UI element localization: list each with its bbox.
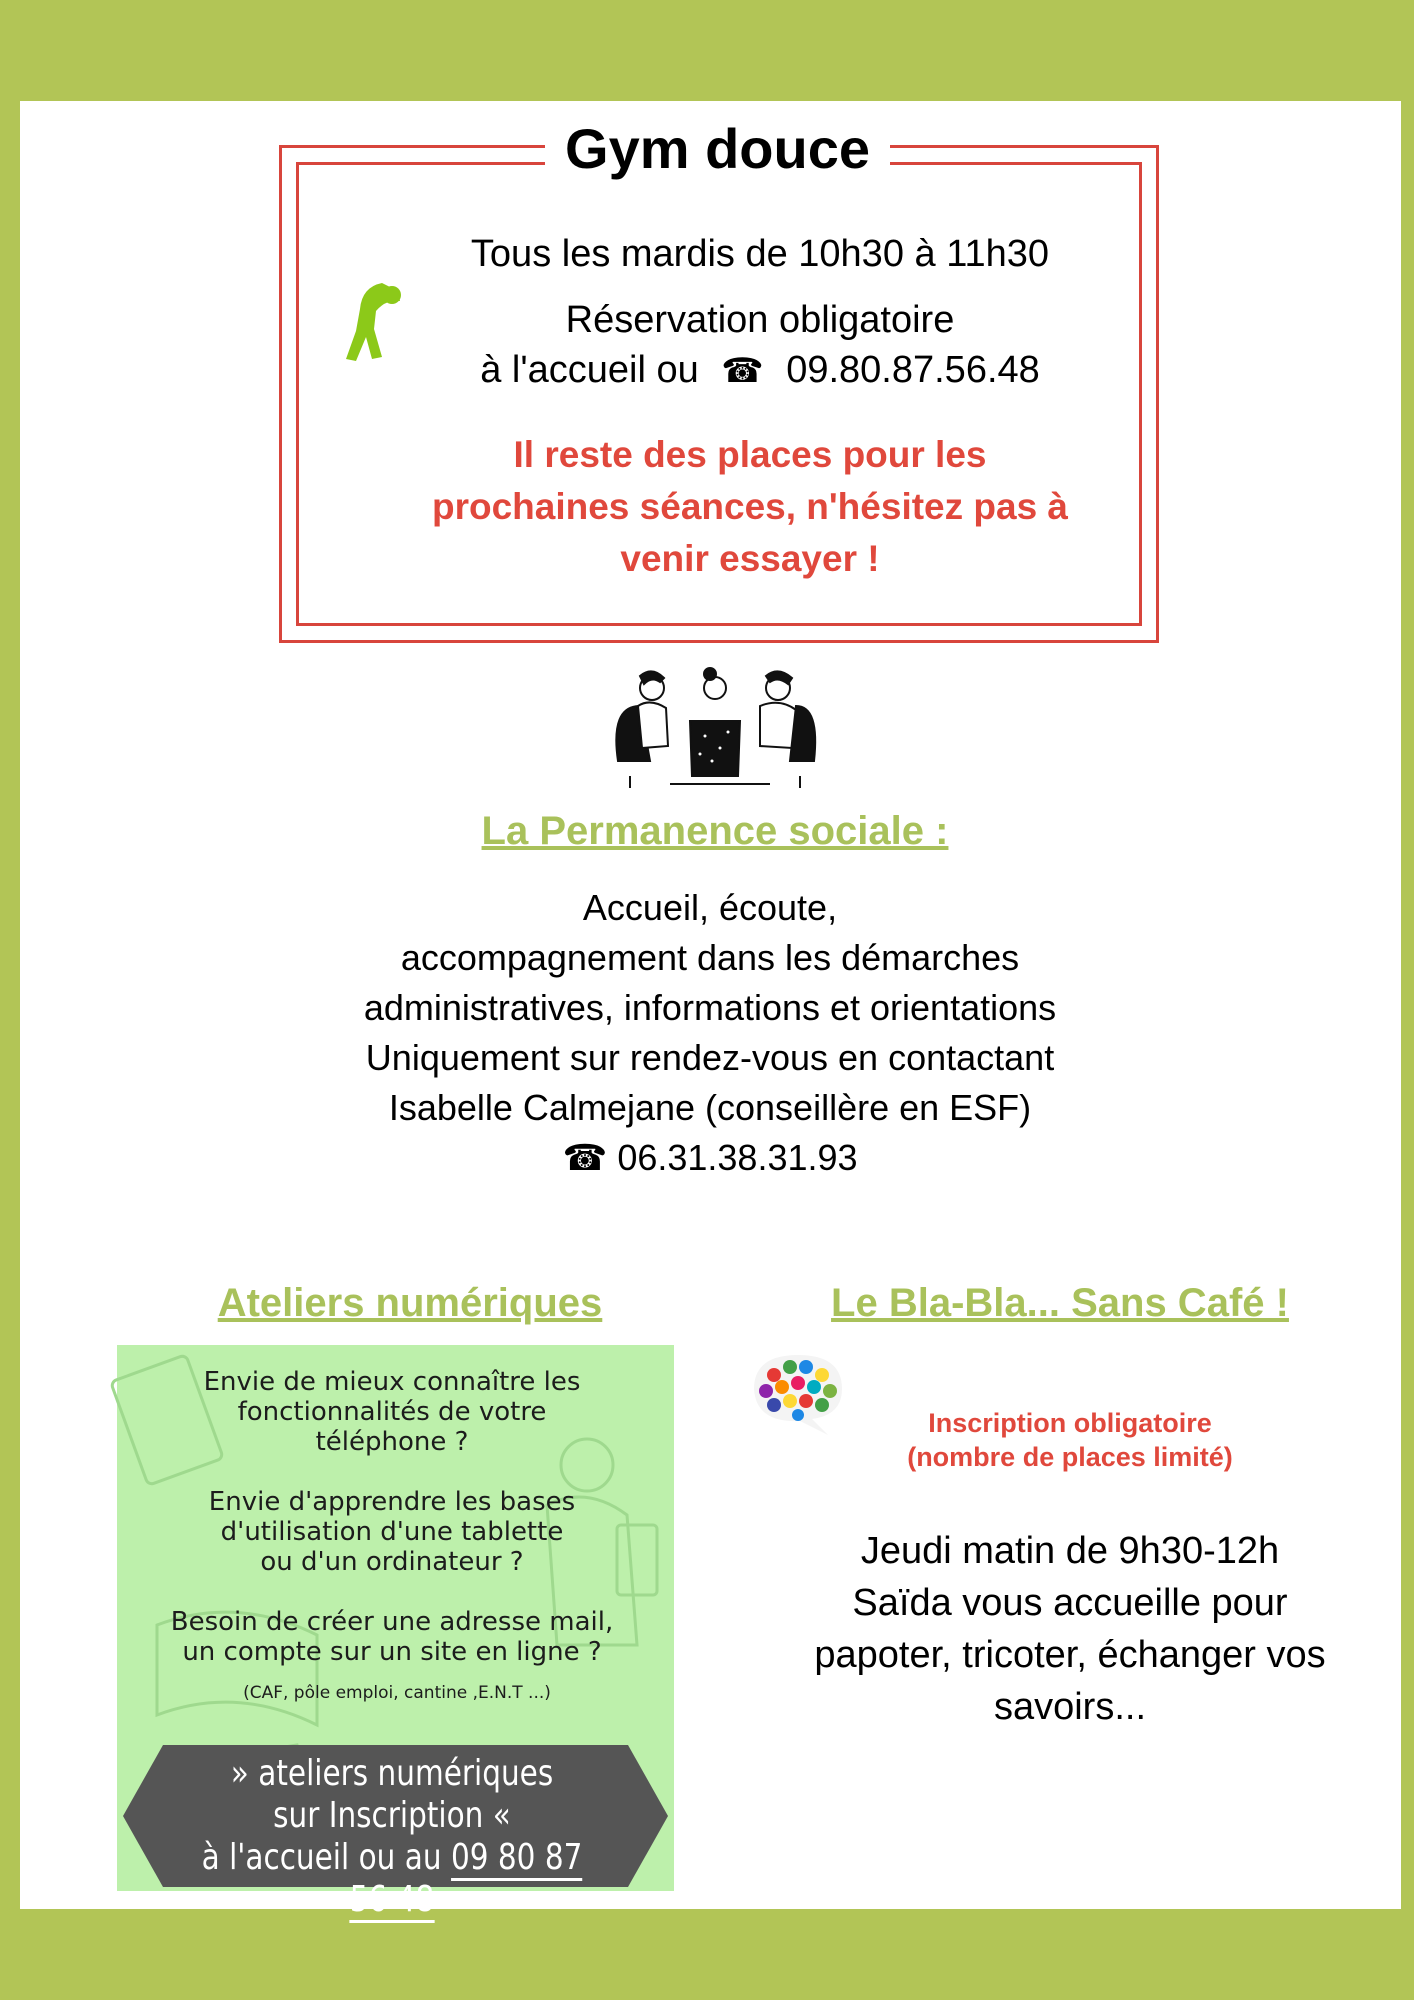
blabla-line: papoter, tricoter, échanger vos xyxy=(814,1634,1326,1676)
gym-availability-note xyxy=(380,429,1120,585)
ateliers-line: Besoin de créer une adresse mail, xyxy=(170,1607,614,1637)
ateliers-banner-phone: 09 80 87 56 48 xyxy=(350,1837,583,1923)
ateliers-banner-line: à l'accueil ou au 09 80 87 56 48 xyxy=(191,1837,593,1921)
gym-note-line: Il reste des places pour les xyxy=(513,434,987,475)
gym-note-line: venir essayer ! xyxy=(620,538,880,579)
blabla-registration xyxy=(860,1406,1280,1474)
ateliers-line: Envie de mieux connaître les xyxy=(203,1367,581,1397)
ateliers-banner-line: sur Inscription « xyxy=(273,1795,511,1836)
ateliers-examples: (CAF, pôle emploi, cantine ,E.N.T ...) xyxy=(243,1683,551,1703)
permanence-description xyxy=(310,883,1110,1183)
ateliers-line: fonctionnalités de votre xyxy=(237,1397,547,1427)
telephone-icon: ☎ xyxy=(721,352,764,390)
permanence-line: Uniquement sur rendez-vous en contactant xyxy=(365,1037,1055,1078)
blabla-registration-line: Inscription obligatoire xyxy=(928,1408,1212,1438)
ateliers-card xyxy=(117,1345,674,1920)
gym-reservation: Réservation obligatoire xyxy=(565,299,955,341)
gym-phone: 09.80.87.56.48 xyxy=(786,349,1040,391)
blabla-title: Le Bla-Bla... Sans Café ! xyxy=(831,1281,1289,1325)
gym-contact-prefix: à l'accueil ou xyxy=(480,349,699,391)
ateliers-title: Ateliers numériques xyxy=(217,1281,603,1325)
permanence-phone: 06.31.38.31.93 xyxy=(617,1137,858,1178)
permanence-title: La Permanence sociale : xyxy=(481,809,949,853)
ateliers-banner-text xyxy=(191,1753,593,1921)
blabla-line: Jeudi matin de 9h30-12h xyxy=(860,1530,1280,1572)
permanence-line: Isabelle Calmejane (conseillère en ESF) xyxy=(388,1087,1032,1128)
blabla-description xyxy=(780,1525,1360,1733)
permanence-line: accompagnement dans les démarches xyxy=(400,937,1020,978)
gym-title: Gym douce xyxy=(545,113,890,185)
blabla-line: savoirs... xyxy=(993,1686,1147,1728)
gym-contact xyxy=(400,347,1120,394)
ateliers-line: d'utilisation d'une tablette xyxy=(220,1517,564,1547)
ateliers-line: un compte sur un site en ligne ? xyxy=(182,1637,602,1667)
permanence-line: Accueil, écoute, xyxy=(582,887,838,928)
ateliers-banner-line: » ateliers numériques xyxy=(230,1753,554,1794)
stretching-person-icon xyxy=(342,279,408,365)
gym-note-line: prochaines séances, n'hésitez pas à xyxy=(431,486,1069,527)
speech-bubble-icon xyxy=(748,1349,848,1439)
blabla-line: Saïda vous accueille pour xyxy=(852,1582,1288,1624)
permanence-line: administratives, informations et orientations xyxy=(363,987,1057,1028)
ateliers-line: téléphone ? xyxy=(315,1427,469,1457)
flyer-page xyxy=(20,101,1401,1920)
permanence-phone-row xyxy=(310,1133,1110,1183)
gym-schedule: Tous les mardis de 10h30 à 11h30 xyxy=(470,233,1050,275)
ateliers-line: Envie d'apprendre les bases xyxy=(208,1487,576,1517)
meeting-people-illustration xyxy=(610,666,820,791)
telephone-icon: ☎ xyxy=(562,1137,608,1178)
ateliers-line: ou d'un ordinateur ? xyxy=(260,1547,524,1577)
blabla-registration-line: (nombre de places limité) xyxy=(907,1442,1233,1472)
ateliers-questions xyxy=(157,1367,627,1667)
